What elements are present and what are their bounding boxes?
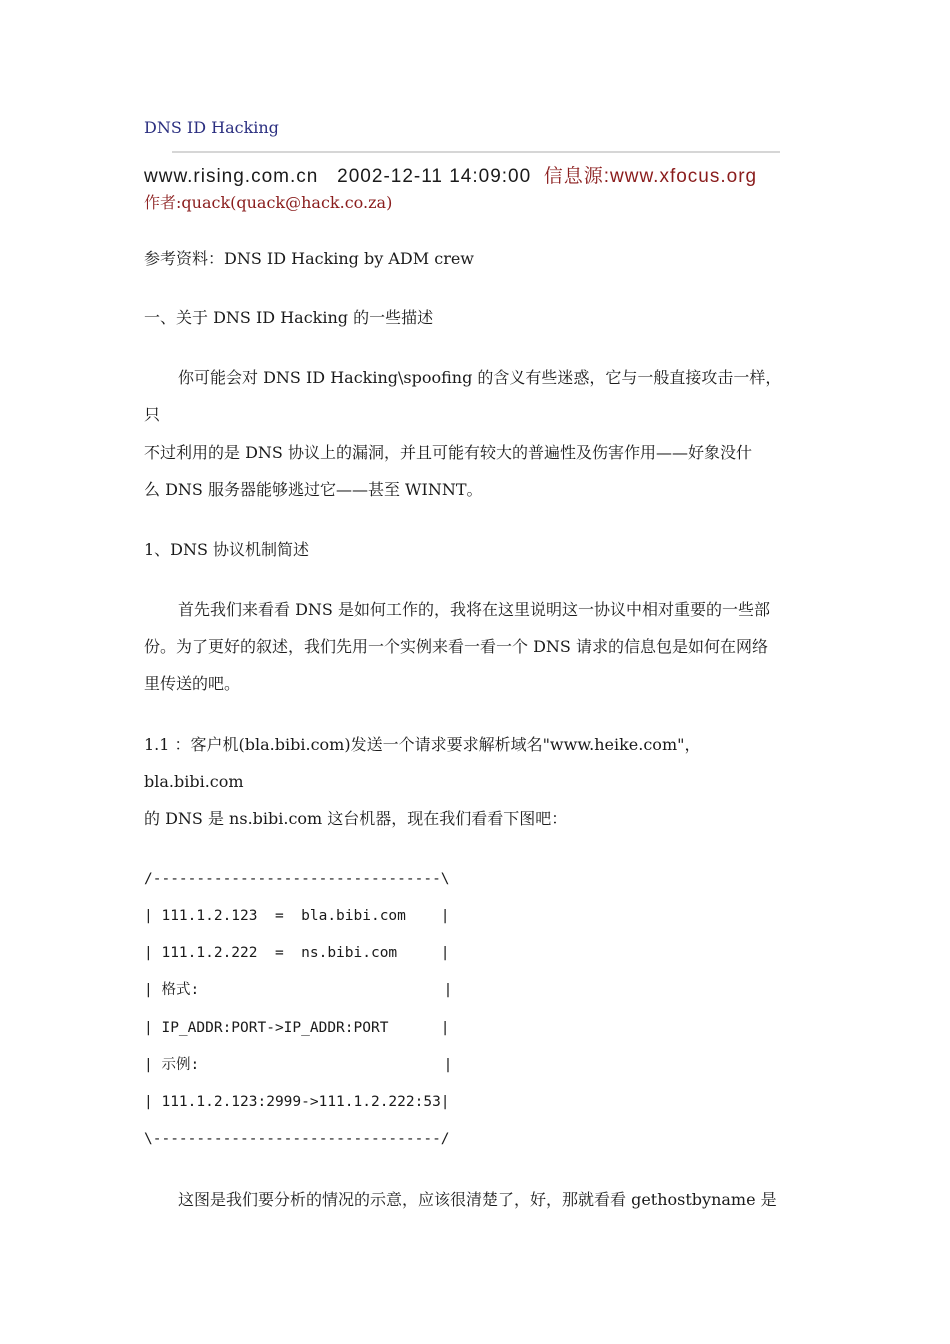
diagram-line: | 111.1.2.222 = ns.bibi.com | [144,945,450,961]
paragraph-line: bla.bibi.com [144,772,244,791]
paragraph-line: 这图是我们要分析的情况的示意，应该很清楚了，好，那就看看 gethostbyname 是 [178,1190,777,1209]
section-heading: 一、关于 DNS ID Hacking 的一些描述 [144,308,434,327]
paragraph-line: 不过利用的是 DNS 协议上的漏洞，并且可能有较大的普遍性及伤害作用——好象没什 [144,443,752,462]
diagram-line: | 111.1.2.123:2999->111.1.2.222:53| [144,1094,450,1110]
source-label: 信息源: [543,166,611,187]
paragraph-line: 1.1 ：客户机(bla.bibi.com)发送一个请求要求解析域名"www.heike.com"， [144,735,701,754]
paragraph-line: 的 DNS 是 ns.bibi.com 这台机器，现在我们看看下图吧： [144,809,568,828]
paragraph-line: 里传送的吧。 [144,674,241,693]
diagram-line: | 格式: | [144,982,453,998]
diagram-line: \---------------------------------/ [144,1131,450,1147]
paragraph-line: 份。为了更好的叙述，我们先用一个实例来看一看一个 DNS 请求的信息包是如何在网络 [144,637,768,656]
paragraph-line: 只 [144,405,161,424]
author-line: 作者:quack(quack@hack.co.za) [144,193,393,212]
publish-datetime: 2002-12-11 14:09:00 [337,166,532,187]
site-url: www.rising.com.cn [144,166,319,187]
source-url: www.xfocus.org [610,166,758,187]
diagram-line: | IP_ADDR:PORT->IP_ADDR:PORT | [144,1020,450,1036]
paragraph-line: 你可能会对 DNS ID Hacking\spoofing 的含义有些迷惑，它与一般直接攻击一样， [178,368,782,387]
paragraph-line: 首先我们来看看 DNS 是如何工作的，我将在这里说明这一协议中相对重要的一些部 [178,600,770,619]
diagram-line: | 示例: | [144,1057,453,1073]
article-title: DNS ID Hacking [144,118,279,137]
diagram-line: | 111.1.2.123 = bla.bibi.com | [144,908,450,924]
paragraph-line: 么 DNS 服务器能够逃过它——甚至 WINNT。 [144,480,483,499]
reference-line: 参考资料：DNS ID Hacking by ADM crew [144,249,475,268]
subsection-heading: 1、DNS 协议机制简述 [144,540,310,559]
title-divider [172,151,780,153]
meta-line [144,167,757,187]
diagram-line: /---------------------------------\ [144,871,450,887]
